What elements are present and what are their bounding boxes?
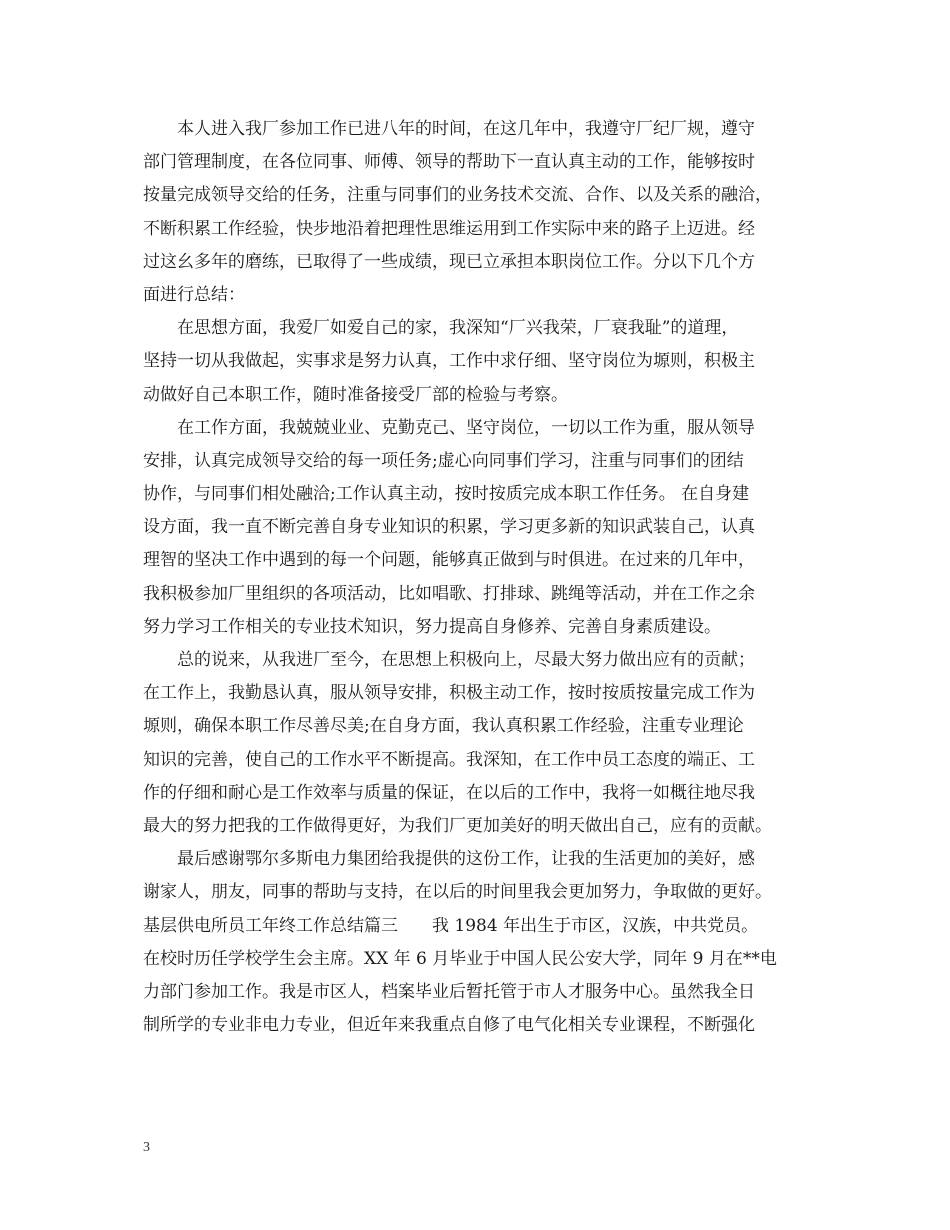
text-line: 在校时历任学校学生会主席。XX 年 6 月毕业于中国人民公安大学，同年 9 月在**电 — [143, 948, 777, 969]
text-line: 最大的努力把我的工作做得更好，为我们厂更加美好的明天做出自己，应有的贡献。 — [143, 815, 772, 836]
text-line: 努力学习工作相关的专业技术知识，努力提高自身修养、完善自身素质建设。 — [143, 616, 721, 637]
text-line: 我积极参加厂里组织的各项活动，比如唱歌、打排球、跳绳等活动，并在工作之余 — [143, 583, 755, 604]
text-line: 制所学的专业非电力专业，但近年来我重点自修了电气化相关专业课程，不断强化 — [143, 1015, 755, 1036]
text-line: 部门管理制度，在各位同事、师傅、领导的帮助下一直认真主动的工作，能够按时 — [143, 152, 755, 173]
text-line: 谢家人，朋友，同事的帮助与支持，在以后的时间里我会更加努力，争取做的更好。 — [143, 882, 772, 903]
text-line: 理智的坚决工作中遇到的每一个问题，能够真正做到与时俱进。在过来的几年中， — [143, 550, 755, 571]
text-line: 塬则，确保本职工作尽善尽美;在自身方面，我认真积累工作经验，注重专业理论 — [143, 716, 744, 737]
text-line: 不断积累工作经验，快步地沿着把理性思维运用到工作实际中来的路子上迈进。经 — [143, 218, 755, 239]
text-line: 最后感谢鄂尔多斯电力集团给我提供的这份工作，让我的生活更加的美好，感 — [177, 849, 755, 870]
text-line: 设方面，我一直不断完善自身专业知识的积累，学习更多新的知识武装自己，认真 — [143, 517, 755, 538]
text-line: 协作，与同事们相处融洽;工作认真主动，按时按质完成本职工作任务。 在自身建 — [143, 484, 750, 505]
text-line: 在思想方面，我爱厂如爱自己的家，我深知“厂兴我荣，厂衰我耻”的道理， — [177, 318, 739, 339]
text-line: 动做好自己本职工作，随时准备接受厂部的检验与考察。 — [143, 384, 568, 405]
text-line: 力部门参加工作。我是市区人，档案毕业后暂托管于市人才服务中心。虽然我全日 — [143, 981, 755, 1002]
text-line: 本人进入我厂参加工作已进八年的时间，在这几年中，我遵守厂纪厂规，遵守 — [177, 119, 755, 139]
text-line: 总的说来，从我进厂至今，在思想上积极向上，尽最大努力做出应有的贡献； — [177, 650, 755, 670]
text-line: 作的仔细和耐心是工作效率与质量的保证，在以后的工作中，我将一如概往地尽我 — [143, 782, 755, 803]
text-line: 在工作上，我勤恳认真，服从领导安排，积极主动工作，按时按质按量完成工作为 — [143, 683, 755, 704]
text-line: 在工作方面，我兢兢业业、克勤克己、坚守岗位，一切以工作为重，服从领导 — [177, 417, 755, 438]
text-line: 知识的完善，使自己的工作水平不断提高。我深知，在工作中员工态度的端正、工 — [143, 749, 755, 770]
text-line: 面进行总结： — [143, 284, 245, 305]
text-line: 基层供电所员工年终工作总结篇三 我 1984 年出生于市区，汉族，中共党员。 — [143, 915, 759, 936]
page-number: 3 — [143, 1140, 150, 1155]
text-line: 过这幺多年的磨练，已取得了一些成绩，现已立承担本职岗位工作。分以下几个方 — [143, 251, 755, 272]
text-line: 按量完成领导交给的任务，注重与同事们的业务技术交流、合作、以及关系的融洽， — [143, 185, 772, 206]
document-body — [143, 113, 823, 1042]
text-line: 坚持一切从我做起，实事求是努力认真，工作中求仔细、坚守岗位为塬则，积极主 — [143, 351, 755, 372]
text-line: 安排，认真完成领导交给的每一项任务;虚心向同事们学习，注重与同事们的团结 — [143, 450, 744, 471]
